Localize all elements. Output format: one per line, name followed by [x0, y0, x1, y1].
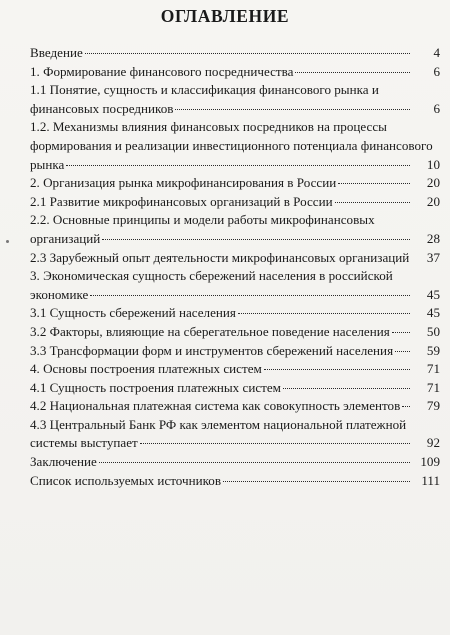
toc-entry-row — [30, 342, 440, 361]
toc-entry-row — [30, 156, 440, 175]
toc-entry-row — [30, 230, 440, 249]
toc-entry-row — [30, 434, 440, 453]
dot-leader — [85, 53, 410, 54]
toc-entry-title: 3.2 Факторы, влияющие на сберегательное поведение населения — [30, 323, 390, 339]
toc-entry-row — [30, 249, 440, 268]
toc-page-number: 50 — [426, 323, 440, 339]
dot-leader — [66, 165, 410, 166]
toc-page-number: 92 — [426, 435, 440, 451]
toc-entry — [30, 323, 440, 342]
toc-page-number: 6 — [433, 63, 440, 79]
toc-entry-row — [30, 472, 440, 491]
toc-entry-title: рынка — [30, 156, 65, 172]
toc-entry — [30, 118, 440, 174]
toc-page-number: 45 — [426, 286, 440, 302]
toc-entry — [30, 193, 440, 212]
toc-entry-text-line: 4.3 Центральный Банк РФ как элементом национальной платежной — [30, 416, 407, 432]
dot-leader — [402, 406, 410, 407]
toc-entry — [30, 360, 440, 379]
dot-leader — [395, 351, 410, 352]
toc-page-number: 6 — [433, 100, 440, 116]
toc-entry — [30, 211, 440, 248]
toc-entry-row — [30, 100, 440, 119]
toc-page-number: 109 — [420, 454, 440, 470]
toc-entry-row — [30, 174, 440, 193]
toc-entry — [30, 397, 440, 416]
toc-entry — [30, 81, 440, 118]
toc-entry-text-line: 3. Экономическая сущность сбережений населения в российской — [30, 268, 393, 284]
toc-entry — [30, 267, 440, 304]
toc-entry — [30, 174, 440, 193]
table-of-contents — [30, 44, 440, 490]
toc-entry-row — [30, 44, 440, 63]
toc-page-number: 71 — [426, 361, 440, 377]
toc-entry — [30, 379, 440, 398]
toc-entry-row — [30, 63, 440, 82]
toc-entry-title: 2.3 Зарубежный опыт деятельности микрофинансовых организаций — [30, 249, 410, 265]
dot-leader — [392, 332, 410, 333]
toc-entry — [30, 63, 440, 82]
toc-entry-title: Введение — [30, 45, 83, 60]
toc-entry-title: финансовых посредников — [30, 100, 174, 116]
toc-entry-row — [30, 453, 440, 472]
toc-entry-title: Заключение — [30, 454, 97, 470]
toc-entry-row — [30, 286, 440, 305]
toc-entry-text-line: 1.1 Понятие, сущность и классификация финансового рынка и — [30, 82, 379, 98]
page-title: ОГЛАВЛЕНИЕ — [160, 6, 290, 26]
toc-entry — [30, 44, 440, 63]
toc-entry-text-line: 2.2. Основные принципы и модели работы микрофинансовых — [30, 212, 375, 228]
toc-entry — [30, 249, 440, 268]
toc-entry-title: 4.1 Сущность построения платежных систем — [30, 379, 281, 395]
toc-entry-title: 4.2 Национальная платежная система как совокупность элементов — [30, 398, 401, 414]
toc-entry — [30, 304, 440, 323]
toc-entry-row — [30, 304, 440, 323]
toc-entry-title: 2. Организация рынка микрофинансирования в России — [30, 175, 337, 191]
dot-leader — [338, 183, 410, 184]
toc-entry — [30, 472, 440, 491]
dot-leader — [223, 481, 410, 482]
toc-page-number: 111 — [421, 472, 440, 488]
toc-entry-title: 4. Основы построения платежных систем — [30, 361, 262, 377]
toc-entry-row — [30, 193, 440, 212]
toc-page-number: 79 — [426, 398, 440, 414]
toc-entry — [30, 453, 440, 472]
toc-entry-title: системы выступает — [30, 435, 138, 451]
toc-page-number: 71 — [426, 379, 440, 395]
toc-entry-row — [30, 397, 440, 416]
toc-entry-title: 3.1 Сущность сбережений населения — [30, 305, 236, 321]
toc-entry-title: организаций — [30, 230, 101, 246]
toc-page-number: 37 — [426, 249, 440, 265]
dot-leader — [102, 239, 410, 240]
dot-leader — [175, 109, 410, 110]
toc-page-number: 20 — [426, 175, 440, 191]
toc-entry-row — [30, 323, 440, 342]
toc-entry-text-line: формирования и реализации инвестиционного потенциала финансового — [30, 137, 433, 153]
scan-speck — [6, 240, 9, 243]
toc-entry-text-line: 1.2. Механизмы влияния финансовых посредников на процессы — [30, 119, 387, 135]
toc-page-number: 28 — [426, 230, 440, 246]
toc-page-number: 4 — [433, 45, 440, 60]
dot-leader — [264, 369, 410, 370]
toc-page-number: 10 — [426, 156, 440, 172]
toc-page-number: 59 — [426, 342, 440, 358]
toc-entry-title: 1. Формирование финансового посредничества — [30, 63, 294, 79]
toc-entry-row — [30, 360, 440, 379]
toc-entry-title: Список используемых источников — [30, 472, 222, 488]
toc-page-number: 20 — [426, 193, 440, 209]
toc-entry-title: 2.1 Развитие микрофинансовых организаций в России — [30, 193, 333, 209]
toc-entry — [30, 342, 440, 361]
toc-entry-row — [30, 379, 440, 398]
dot-leader — [283, 388, 410, 389]
dot-leader — [295, 72, 410, 73]
toc-entry-title: экономике — [30, 286, 89, 302]
dot-leader — [238, 313, 410, 314]
toc-entry — [30, 416, 440, 453]
dot-leader — [99, 462, 410, 463]
toc-entry-title: 3.3 Трансформации форм и инструментов сбережений населения — [30, 342, 394, 358]
dot-leader — [335, 202, 410, 203]
dot-leader — [90, 295, 410, 296]
dot-leader — [140, 443, 410, 444]
toc-page-number: 45 — [426, 305, 440, 321]
